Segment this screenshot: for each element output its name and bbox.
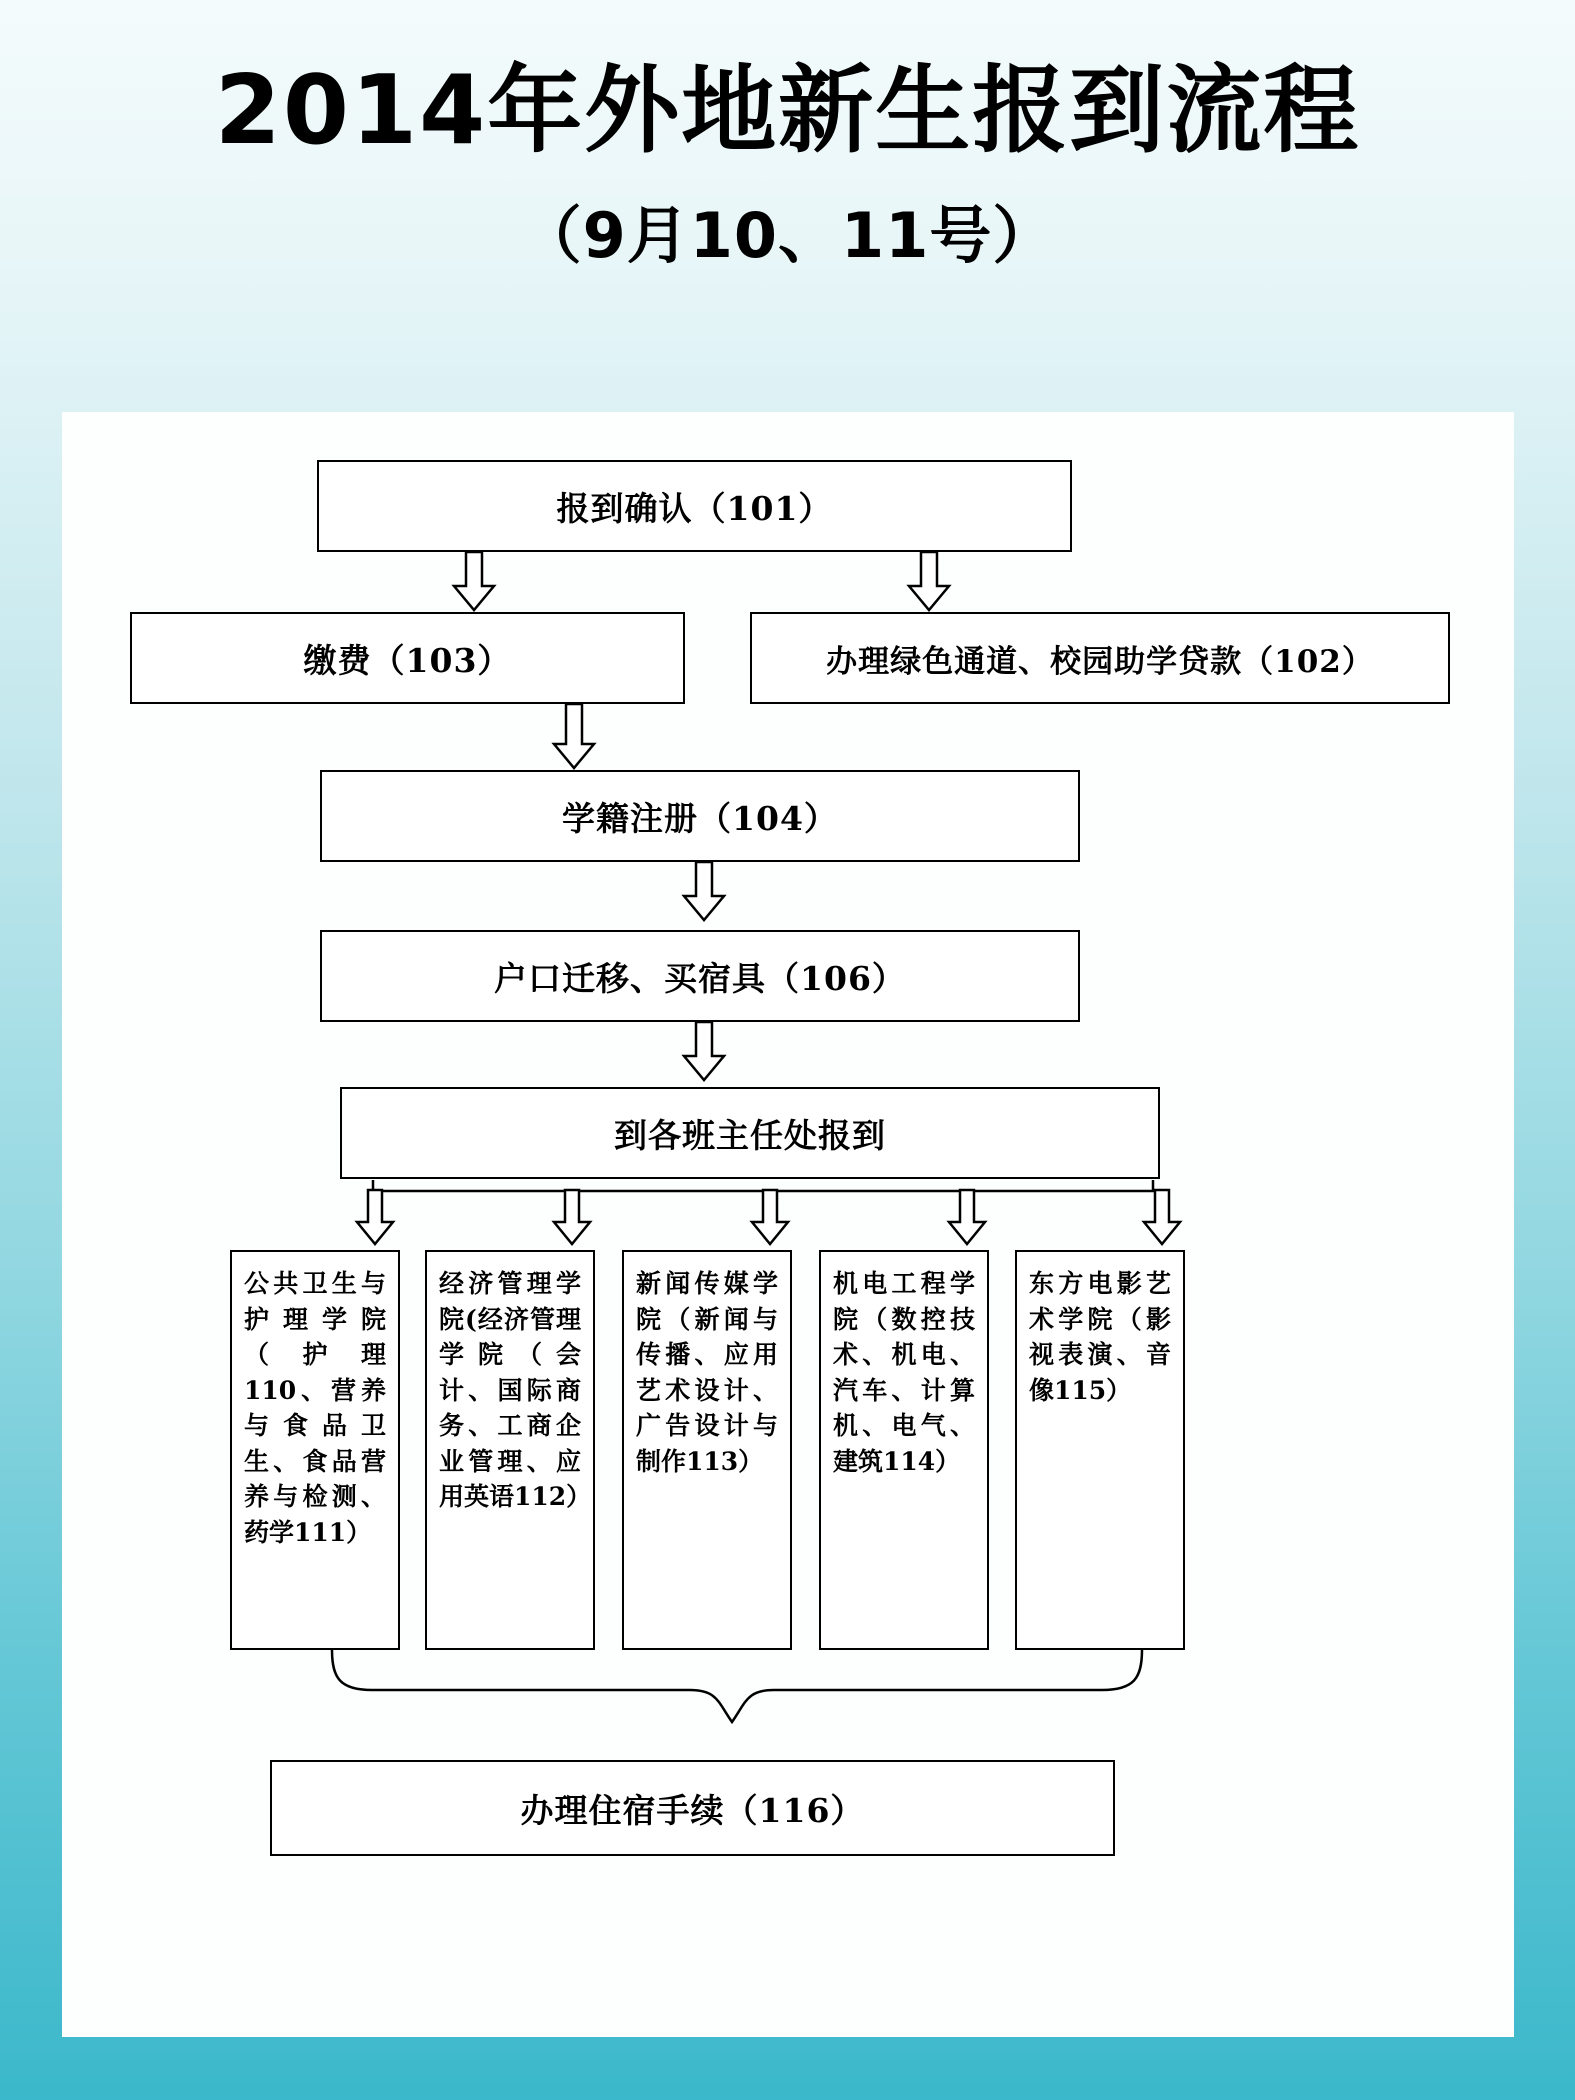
node-dormitory-procedure [270, 1760, 1115, 1856]
node-report-to-teacher [340, 1087, 1160, 1179]
node-college-public-health [230, 1250, 400, 1650]
node-student-registration [320, 770, 1080, 862]
arrow-payment-to-register [552, 704, 596, 770]
node-label: 经济管理学院(经济管理学院（会计、国际商务、工商企业管理、应用英语112） [439, 1269, 592, 1511]
page-title: 2014年外地新生报到流程 [214, 56, 1361, 166]
arrow-teacher-to-college-112 [552, 1190, 592, 1246]
poster-header [0, 0, 1575, 275]
node-label: 户口迁移、买宿具（106） [494, 958, 906, 998]
flowchart-panel [62, 412, 1514, 2037]
node-college-film-art [1015, 1250, 1185, 1650]
node-label: 办理绿色通道、校园助学贷款（102） [826, 643, 1374, 680]
node-label: 报到确认（101） [556, 488, 833, 528]
node-label: 缴费（103） [303, 640, 512, 680]
node-college-mechanical [819, 1250, 989, 1650]
arrow-household-to-teacher [682, 1022, 726, 1082]
node-label: 机电工程学院（数控技术、机电、汽车、计算机、电气、建筑114） [833, 1269, 975, 1476]
arrow-register-to-household [682, 862, 726, 922]
arrow-teacher-to-college-115 [1142, 1190, 1182, 1246]
arrow-confirm-to-greenchannel [907, 552, 951, 612]
arrow-teacher-to-college-114 [947, 1190, 987, 1246]
colleges-merge-brace [312, 1650, 1152, 1765]
node-label: 公共卫生与护理学院（护理110、营养与食品卫生、食品营养与检测、药学111） [244, 1269, 386, 1547]
node-college-media [622, 1250, 792, 1650]
node-label: 东方电影艺术学院（影视表演、音像115） [1029, 1269, 1171, 1405]
node-payment [130, 612, 685, 704]
node-household-bedding [320, 930, 1080, 1022]
node-college-economics [425, 1250, 595, 1650]
flowchart [62, 412, 1514, 2037]
arrow-teacher-to-college-113 [750, 1190, 790, 1246]
node-green-channel [750, 612, 1450, 704]
arrow-teacher-to-college-111 [355, 1190, 395, 1246]
node-label: 新闻传媒学院（新闻与传播、应用艺术设计、广告设计与制作113） [636, 1269, 778, 1476]
page-subtitle: （9月10、11号） [519, 199, 1056, 273]
node-label: 到各班主任处报到 [614, 1115, 886, 1155]
node-label: 办理住宿手续（116） [520, 1790, 865, 1830]
arrow-confirm-to-payment [452, 552, 496, 612]
node-label: 学籍注册（104） [562, 798, 838, 838]
node-report-confirm [317, 460, 1072, 552]
